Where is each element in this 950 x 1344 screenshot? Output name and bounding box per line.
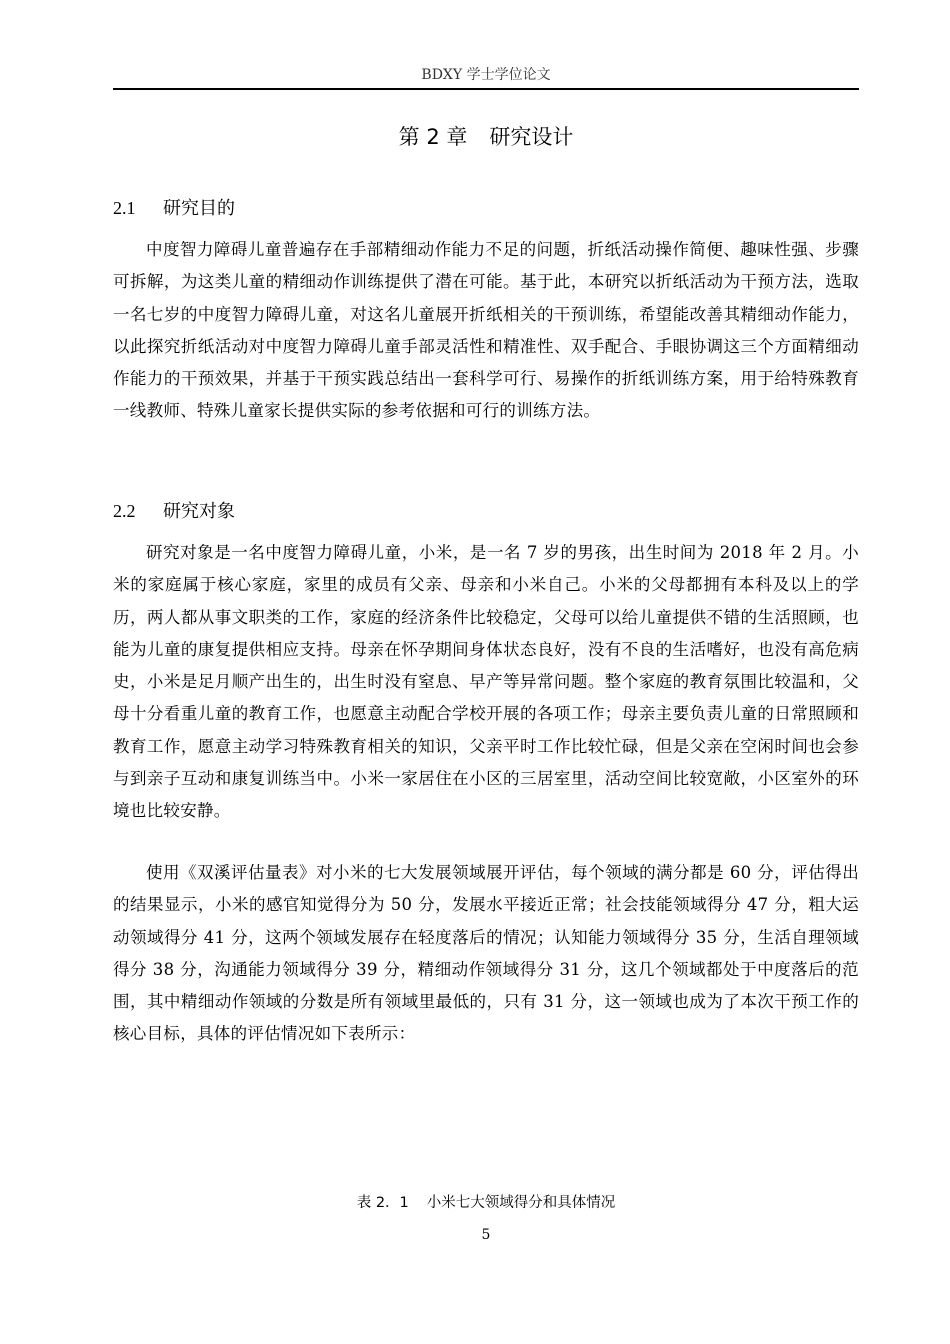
table-title: 小米七大领域得分和具体情况 <box>426 1195 616 1211</box>
section-title: 研究目的 <box>163 198 235 219</box>
chapter-number: 第 2 章 <box>398 125 468 149</box>
section-title: 研究对象 <box>163 501 235 522</box>
paragraph-assessment-results: 使用《双溪评估量表》对小米的七大发展领域展开评估，每个领域的满分都是 60 分，评估得出的结果显示，小米的感官知觉得分为 50 分，发展水平接近正常；社会技能领域得分 47 分，粗大运动领域得分 41 分，这两个领域发展存在轻度落后的情况；认知能力领域得分 35 分，生活自理领域得分 38 分，沟通能力领域得分 39 分，精细动作领域得分 31 分，这几个领域都处于中度落后的范围，其中精细动作领域的分数是所有领域里最低的，只有 31 分，这一领域也成为了本次干预工作的核心目标，具体的评估情况如下表所示： <box>113 863 859 1044</box>
table-label: 表 2．1 <box>356 1195 409 1211</box>
chapter-title <box>113 122 859 152</box>
section-heading-2-2 <box>113 498 859 525</box>
header-rule <box>113 88 859 90</box>
section-number: 2.2 <box>113 501 136 521</box>
section-number: 2.1 <box>113 198 136 218</box>
running-header: BDXY 学士学位论文 <box>421 67 551 83</box>
page-number: 5 <box>481 1227 491 1243</box>
chapter-name: 研究设计 <box>489 125 574 149</box>
section-heading-2-1 <box>113 195 859 222</box>
paragraph-subject-background: 研究对象是一名中度智力障碍儿童，小米，是一名 7 岁的男孩，出生时间为 2018 年 2 月。小米的家庭属于核心家庭，家里的成员有父亲、母亲和小米自己。小米的父母都拥有本科及以上的学历，两人都从事文职类的工作，家庭的经济条件比较稳定，父母可以给儿童提供不错的生活照顾，也能为儿童的康复提供相应支持。母亲在怀孕期间身体状态良好，没有不良的生活嗜好，也没有高危病史，小米是足月顺产出生的，出生时没有窒息、早产等异常问题。整个家庭的教育氛围比较温和，父母十分看重儿童的教育工作，也愿意主动配合学校开展的各项工作；母亲主要负责儿童的日常照顾和教育工作，愿意主动学习特殊教育相关的知识，父亲平时工作比较忙碌，但是父亲在空闲时间也会参与到亲子互动和康复训练当中。小米一家居住在小区的三居室里，活动空间比较宽敞，小区室外的环境也比较安静。 <box>113 543 859 821</box>
paragraph-research-purpose: 中度智力障碍儿童普遍存在手部精细动作能力不足的问题，折纸活动操作简便、趣味性强、步骤可拆解，为这类儿童的精细动作训练提供了潜在可能。基于此，本研究以折纸活动为干预方法，选取一名七岁的中度智力障碍儿童，对这名儿童展开折纸相关的干预训练，希望能改善其精细动作能力，以此探究折纸活动对中度智力障碍儿童手部灵活性和精准性、双手配合、手眼协调这三个方面精细动作能力的干预效果，并基于干预实践总结出一套科学可行、易操作的折纸训练方案，用于给特殊教育一线教师、特殊儿童家长提供实际的参考依据和可行的训练方法。 <box>113 240 859 421</box>
table-caption <box>113 1192 859 1214</box>
